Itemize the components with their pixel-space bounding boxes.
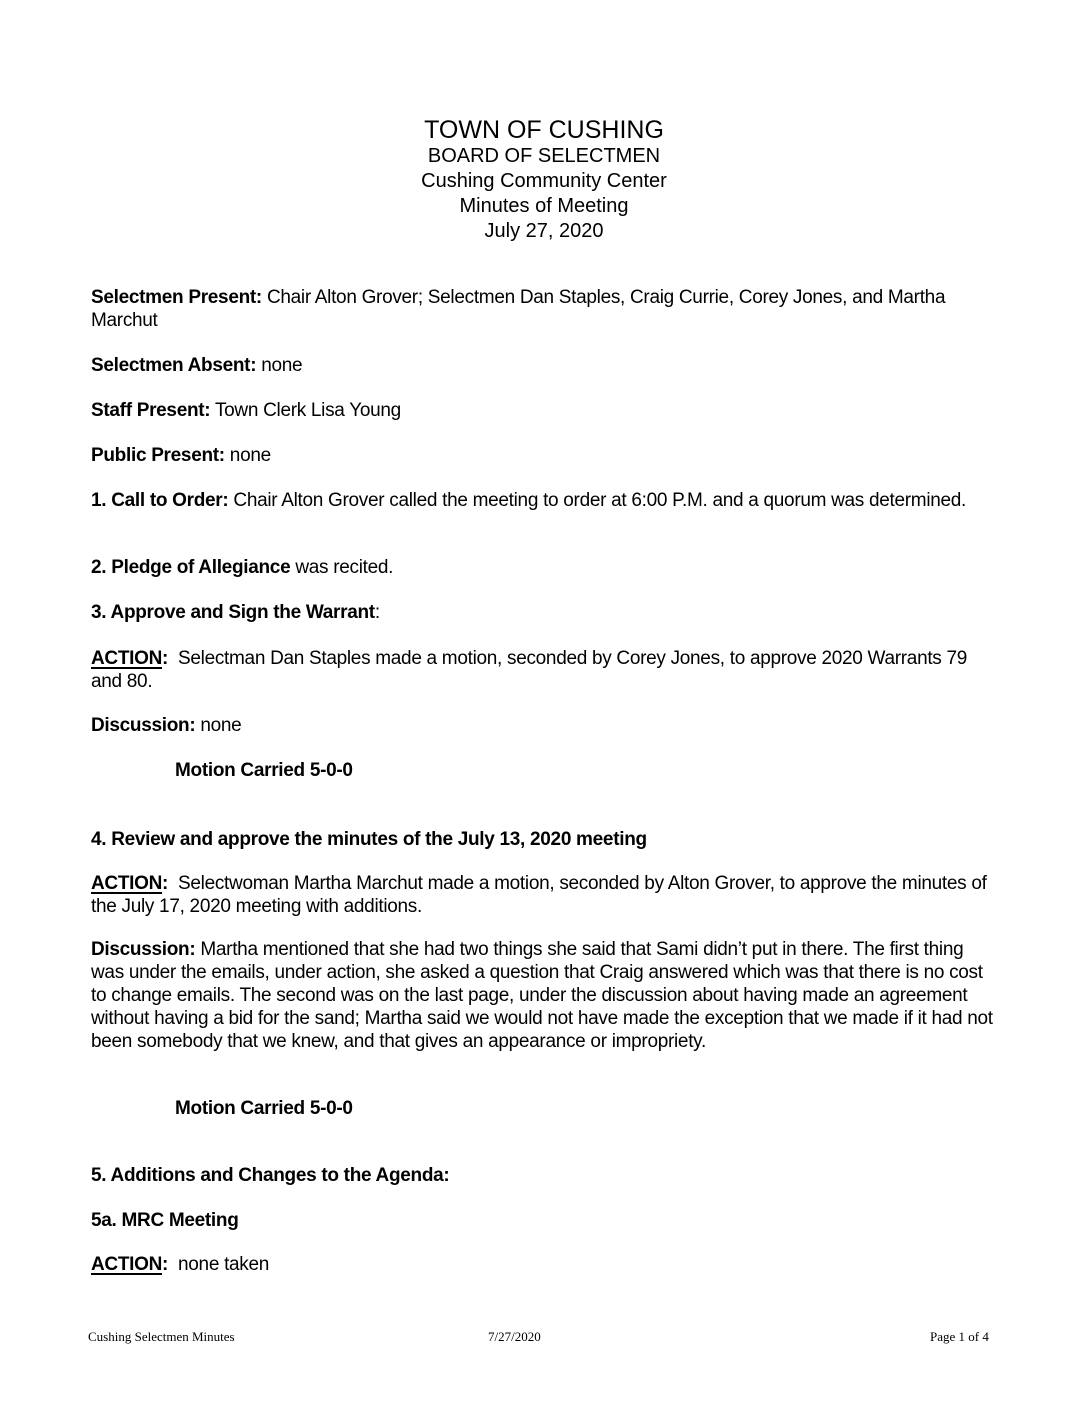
minutes-action: [91, 872, 1001, 918]
minutes-motion-result: Motion Carried 5-0-0: [175, 1098, 353, 1119]
meeting-location: Cushing Community Center: [421, 170, 667, 192]
minutes-action-label: ACTION: [91, 873, 163, 894]
minutes-action-colon: :: [162, 873, 169, 894]
meeting-date: July 27, 2020: [484, 220, 604, 242]
pledge-text: was recited.: [290, 557, 394, 578]
staff-present-value: Town Clerk Lisa Young: [210, 400, 401, 421]
call-to-order-label: 1. Call to Order:: [91, 490, 229, 511]
pledge: [91, 556, 1001, 579]
minutes-discussion-label: Discussion:: [91, 939, 196, 960]
mrc-action-label: ACTION: [91, 1254, 163, 1275]
agenda-changes-heading: 5. Additions and Changes to the Agenda:: [91, 1165, 450, 1186]
minutes-discussion-text: Martha mentioned that she had two things she said that Sami didn’t put in there. The first thing was under the emails, under action, she asked a question that Craig answered which was that there is no cost to change emails. The second was on the last page, under the discussion about having made an agreement without having a bid for the sand; Martha said we would not have made the exception that we made if it had not been somebody that we knew, and that gives an appearance or impropriety.: [91, 939, 993, 1052]
warrant-heading: [91, 601, 1001, 624]
board-title: BOARD OF SELECTMEN: [427, 145, 661, 167]
selectmen-absent: [91, 354, 1001, 377]
call-to-order-text: Chair Alton Grover called the meeting to order at 6:00 P.M. and a quorum was determined.: [228, 490, 967, 511]
warrant-action-colon: :: [162, 648, 169, 669]
minutes-review-heading: 4. Review and approve the minutes of the July 13, 2020 meeting: [91, 829, 647, 850]
minutes-discussion: [91, 938, 1001, 1053]
selectmen-present-value: Chair Alton Grover; Selectmen Dan Staples, Craig Currie, Corey Jones, and Martha Marchut: [91, 287, 946, 331]
selectmen-present-label: Selectmen Present:: [91, 287, 262, 308]
mrc-meeting-heading: 5a. MRC Meeting: [91, 1210, 239, 1231]
town-title: TOWN OF CUSHING: [424, 116, 664, 144]
warrant-action: [91, 647, 1001, 693]
staff-present-label: Staff Present:: [91, 400, 211, 421]
minutes-action-text: Selectwoman Martha Marchut made a motion, seconded by Alton Grover, to approve the minutes of the July 17, 2020 meeting with additions.: [91, 873, 992, 917]
public-present-label: Public Present:: [91, 445, 225, 466]
warrant-discussion-label: Discussion:: [91, 715, 196, 736]
warrant-discussion-text: none: [195, 715, 242, 736]
public-present: [91, 444, 1001, 467]
selectmen-absent-label: Selectmen Absent:: [91, 355, 257, 376]
warrant-colon: :: [374, 602, 380, 623]
call-to-order: [91, 489, 1001, 512]
footer-page-number: Page 1 of 4: [930, 1329, 989, 1344]
selectmen-absent-value: none: [256, 355, 303, 376]
mrc-action: [91, 1253, 1001, 1276]
document-type: Minutes of Meeting: [459, 195, 629, 217]
warrant-action-text: Selectman Dan Staples made a motion, seconded by Corey Jones, to approve 2020 Warrants 79 and 80.: [91, 648, 973, 692]
public-present-value: none: [224, 445, 271, 466]
document-header: [0, 116, 1088, 244]
pledge-label: 2. Pledge of Allegiance: [91, 557, 291, 578]
warrant-discussion: [91, 714, 1001, 737]
staff-present: [91, 399, 1001, 422]
mrc-action-text: none taken: [168, 1254, 270, 1275]
footer-date: 7/27/2020: [488, 1329, 541, 1344]
warrant-action-label: ACTION: [91, 648, 163, 669]
footer-title: Cushing Selectmen Minutes: [88, 1329, 235, 1344]
warrant-label: 3. Approve and Sign the Warrant: [91, 602, 375, 623]
mrc-action-colon: :: [162, 1254, 169, 1275]
selectmen-present: [91, 286, 1001, 332]
warrant-motion-result: Motion Carried 5-0-0: [175, 760, 353, 781]
